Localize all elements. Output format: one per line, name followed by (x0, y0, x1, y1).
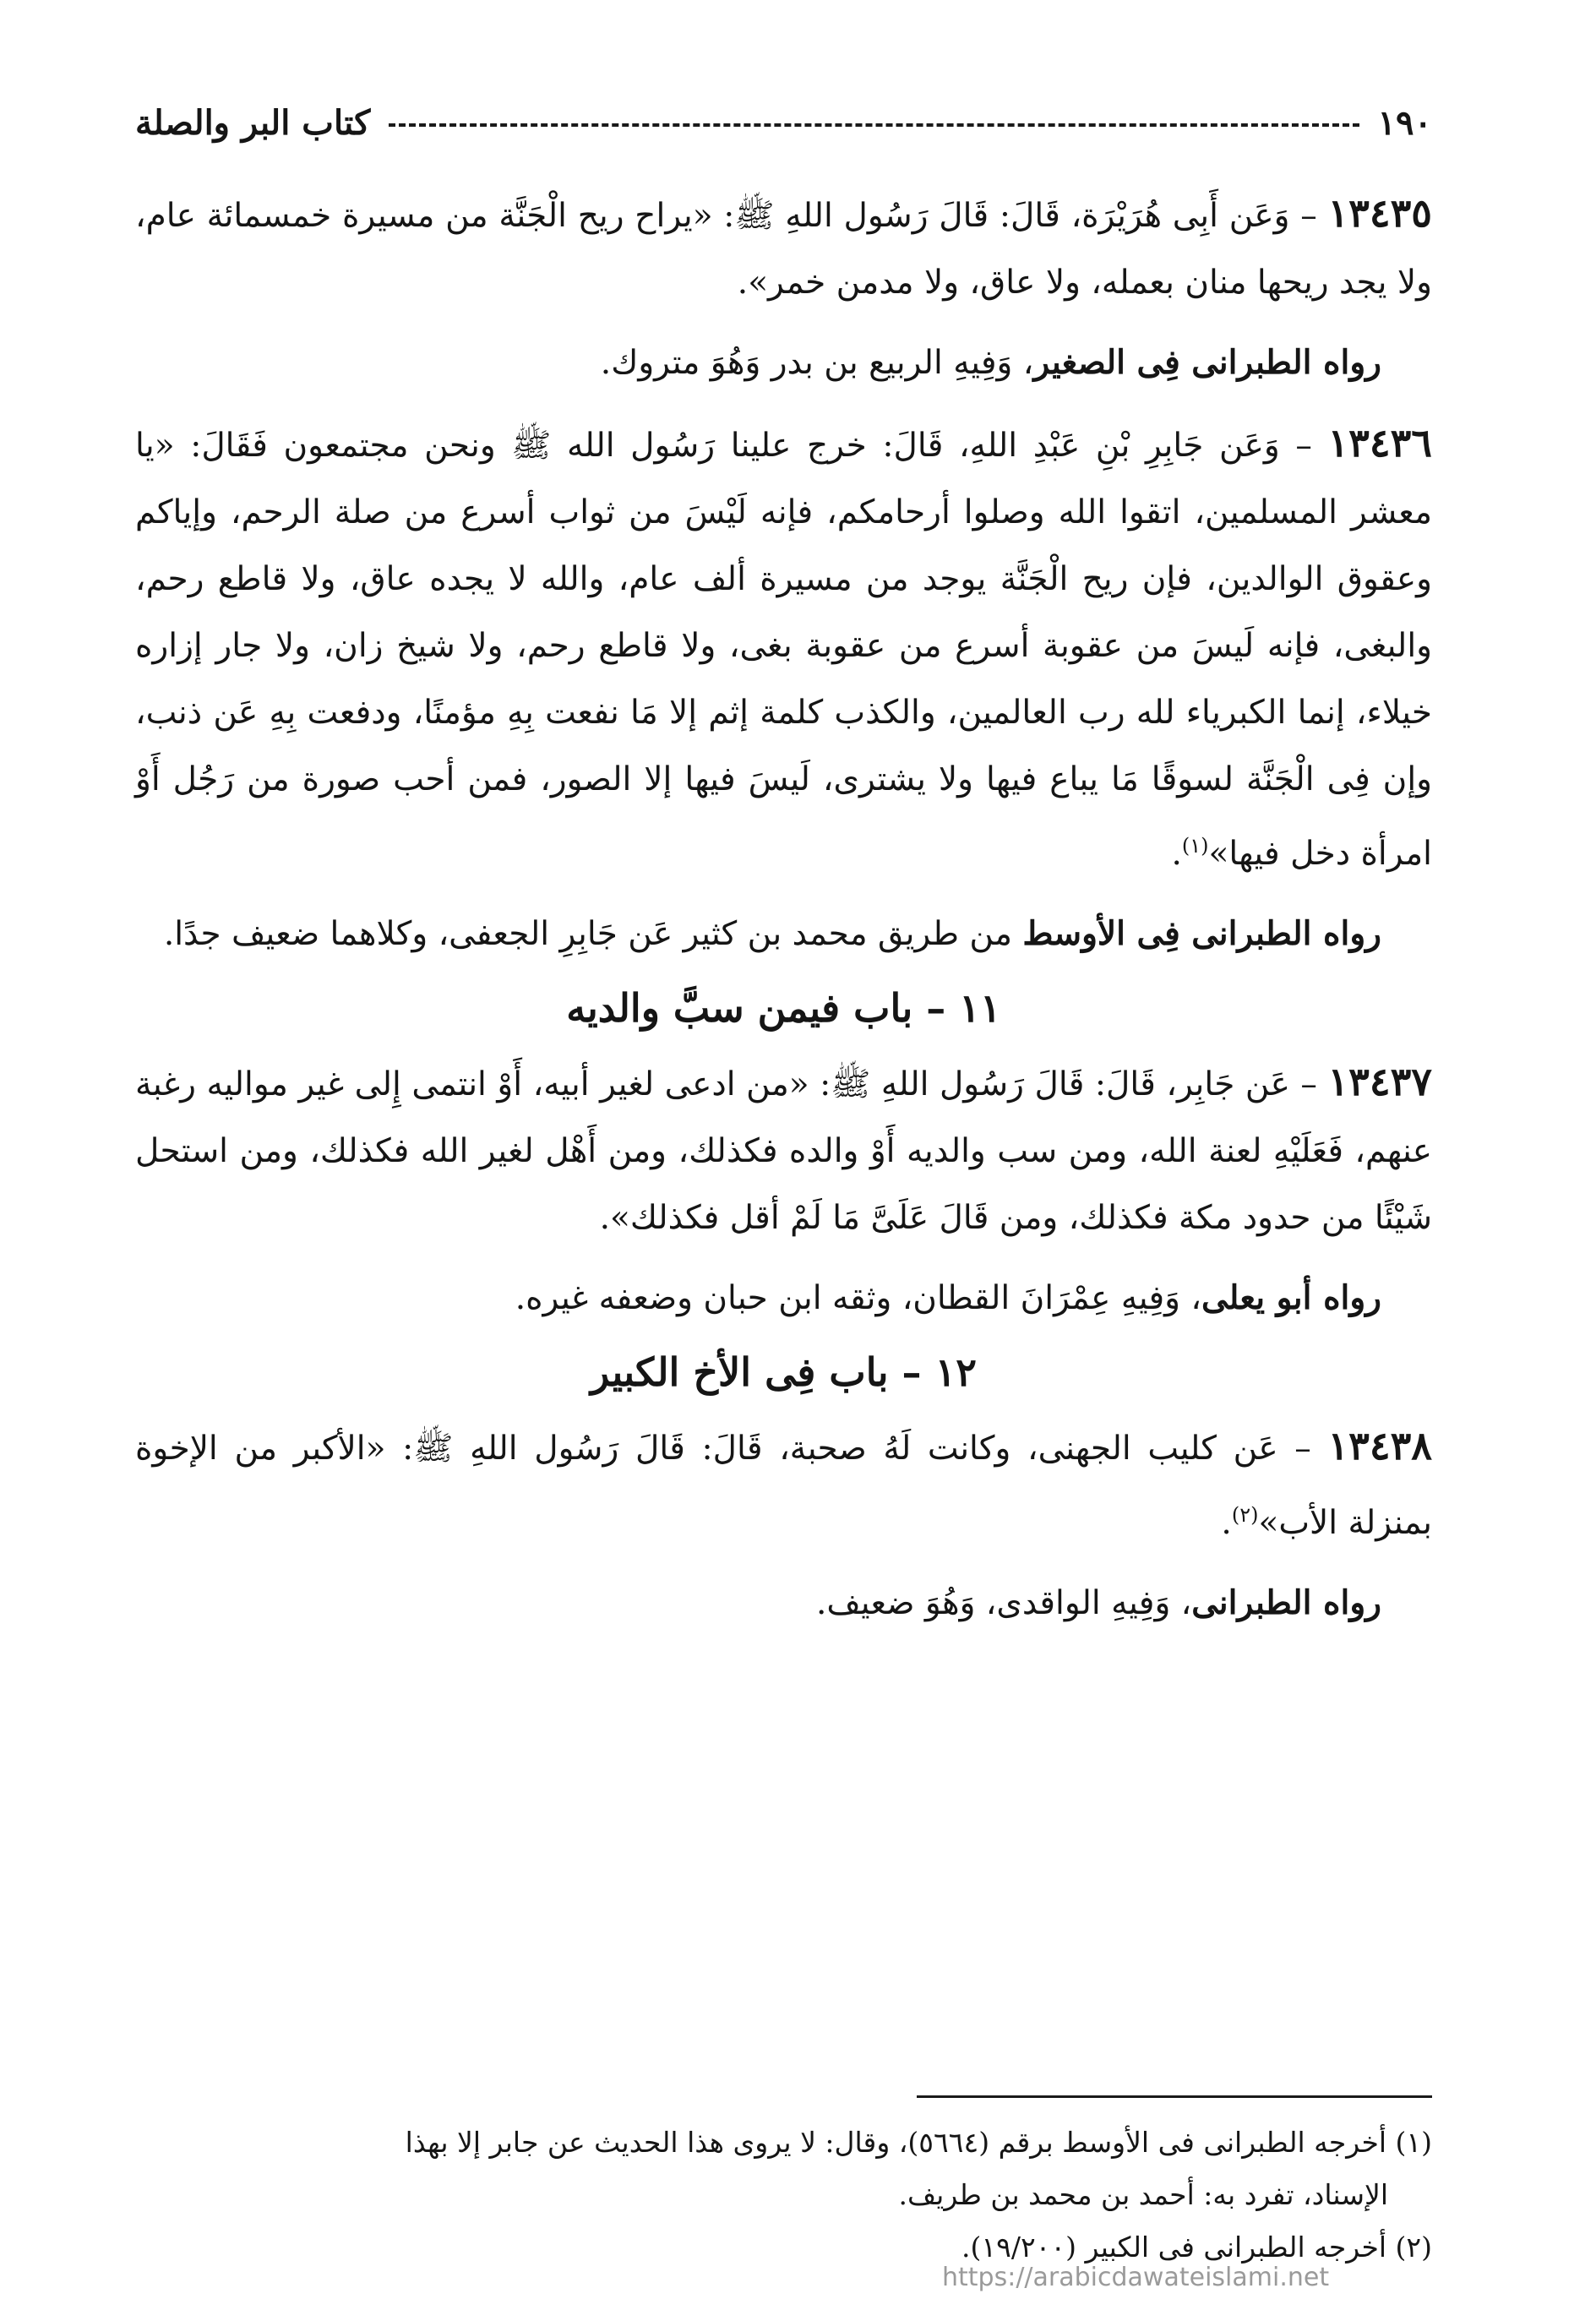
chapter-heading-12: ١٢ – باب فِى الأخ الكبير (591, 1349, 977, 1395)
hadith-number: ١٣٤٣٦ (1327, 420, 1432, 466)
hadith-13436 (135, 410, 1432, 887)
narration-text: ، وَفِيهِ الربيع بن بدر وَهُوَ متروك. (600, 344, 1034, 382)
narration-source: رواه الطبرانى (1191, 1583, 1381, 1622)
footnote-separator (917, 2095, 1432, 2098)
narration-text: ، وَفِيهِ الواقدى، وَهُوَ ضعيف. (816, 1584, 1192, 1622)
hadith-number: ١٣٤٣٧ (1327, 1059, 1432, 1104)
hadith-text: – وَعَن أَبِى هُرَيْرَة، قَالَ: قَالَ رَسُول اللهِ ﷺ: «يراح ريح الْجَنَّة من مسيرة خمسمائة عام، ولا يجد ريحها منان بعمله، ولا عاق، ولا مدمن خمر». (135, 197, 1432, 302)
footnote-2: (٢) أخرجه الطبرانى فى الكبير (١٩/٢٠٠). (961, 2231, 1432, 2264)
footnote-1-continuation: الإسناد، تفرد به: أحمد بن محمد بن طريف. (898, 2178, 1388, 2211)
hadith-13437 (135, 1049, 1432, 1251)
hadith-text: – وَعَن جَابِرِ بْنِ عَبْدِ اللهِ، قَالَ: خرج علينا رَسُول الله ﷺ ونحن مجتمعون فَقَالَ: «يا معشر المسلمين، اتقوا الله وصلوا أرحامكم، فإنه لَيْسَ من ثواب أسرع من صلة الرحم، وإياكم وعقوق الوالدين، فإن ريح الْجَنَّة يوجد من مسيرة ألف عام، والله لا يجده عاق، ولا قاطع رحم، والبغى، فإنه لَيسَ من عقوبة أسرع من عقوبة بغى، ولا قاطع رحم، ولا شيخ زان، ولا جار إزاره خيلاء، إنما الكبرياء لله رب العالمين، والكذب كلمة إثم إلا مَا نفعت بِهِ مؤمنًا، ودفعت بِهِ عَن ذنب، وإن فِى الْجَنَّة لسوقًا مَا يباع فيها ولا يشترى، لَيسَ فيها إلا الصور، فمن أحب صورة من رَجُل أَوْ امرأة دخل فيها» (135, 427, 1432, 873)
book-page (135, 80, 1432, 2277)
narration-source: رواه الطبرانى فِى الأوسط (1022, 914, 1381, 953)
hadith-text: – عَن جَابِر، قَالَ: قَالَ رَسُول اللهِ ﷺ: «من ادعى لغير أبيه، أَوْ انتمى إِلى غير مواليه رغبة عنهم، فَعَلَيْهِ لعنة الله، ومن سب والديه أَوْ والده فكذلك، ومن أَهْل لغير الله فكذلك، ومن استحل شَيْئًا من حدود مكة فكذلك، ومن قَالَ عَلَىَّ مَا لَمْ أقل فكذلك». (135, 1065, 1432, 1237)
hadith-13438 (135, 1413, 1432, 1556)
narration-source: رواه الطبرانى فِى الصغير (1033, 343, 1381, 382)
hadith-tail: . (1171, 835, 1182, 873)
hadith-text: – عَن كليب الجهنى، وكانت لَهُ صحبة، قَالَ: قَالَ رَسُول اللهِ ﷺ: «الأكبر من الإخوة بمنزلة الأب» (135, 1430, 1432, 1542)
hadith-number: ١٣٤٣٥ (1327, 190, 1432, 236)
narration-note (135, 1265, 1432, 1332)
narration-text: ، وَفِيهِ عِمْرَانَ القطان، وثقه ابن حبان وضعفه غيره. (515, 1279, 1201, 1317)
hadith-number: ١٣٤٣٨ (1327, 1423, 1432, 1468)
narration-text: من طريق محمد بن كثير عَن جَابِرِ الجعفى، وكلاهما ضعيف جدًا. (163, 915, 1023, 953)
narration-note (135, 1570, 1432, 1637)
footnote-ref-1[interactable]: (١) (1181, 834, 1209, 858)
narration-note (135, 901, 1432, 967)
main-text (135, 180, 1432, 1637)
footnote-1: (١) أخرجه الطبرانى فى الأوسط برقم (٥٦٦٤)، وقال: لا يروى هذا الحديث عن جابر إلا بهذا (405, 2126, 1432, 2159)
book-title: كتاب البر والصلة (135, 102, 371, 143)
hadith-tail: . (1221, 1504, 1232, 1542)
footnote-ref-2[interactable]: (٢) (1231, 1503, 1259, 1527)
footnotes (135, 2117, 1432, 2274)
page-number: ١٩٠ (1377, 102, 1432, 143)
narration-source: رواه أبو يعلى (1201, 1278, 1381, 1317)
chapter-heading-11: ١١ – باب فيمن سبَّ والديه (566, 985, 1001, 1031)
narration-note (135, 330, 1432, 396)
header-dashed-rule (389, 123, 1359, 127)
site-watermark: https://arabicdawateislami.net (942, 2263, 1330, 2292)
running-header (135, 97, 1432, 148)
hadith-13435 (135, 180, 1432, 316)
